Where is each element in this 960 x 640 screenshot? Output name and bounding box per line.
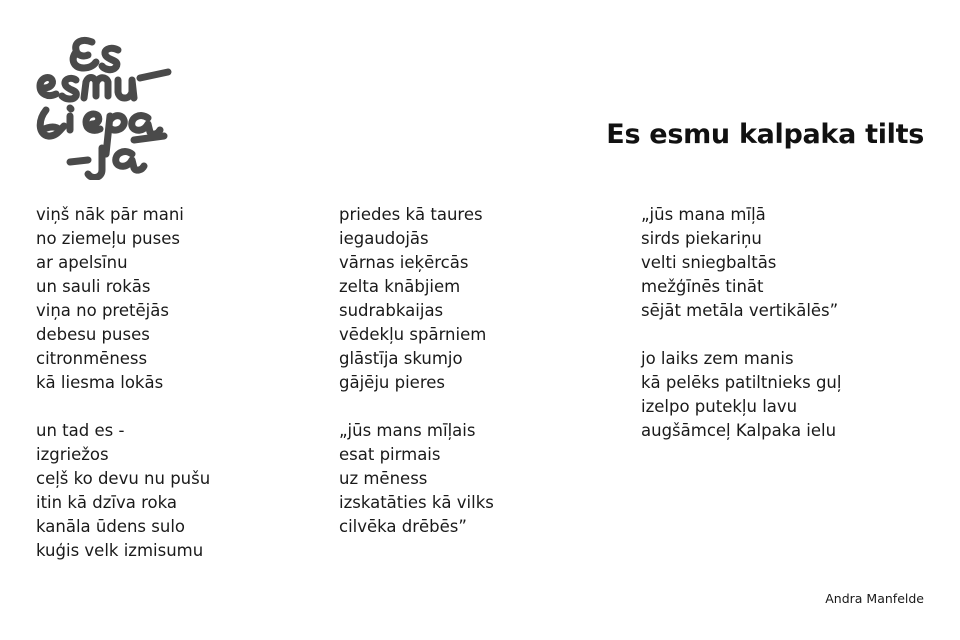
poem-title: Es esmu kalpaka tilts: [606, 119, 924, 150]
poem-line: citronmēness: [36, 349, 148, 368]
poem-line: itin kā dzīva roka: [36, 493, 177, 512]
poem-line: esat pirmais: [339, 445, 441, 464]
poem-line: kā pelēks patiltnieks guļ: [641, 373, 842, 392]
poem-line: jo laiks zem manis: [641, 349, 794, 368]
poem-line: izskatāties kā vilks: [339, 493, 494, 512]
stanza: [36, 203, 316, 395]
poem-line: velti sniegbaltās: [641, 253, 777, 272]
poem-line: no ziemeļu puses: [36, 229, 180, 248]
poem-line: ceļš ko devu nu pušu: [36, 469, 211, 488]
poem-column-2: [339, 203, 619, 563]
poem-line: sējāt metāla vertikālēs”: [641, 301, 839, 320]
poem-line: vārnas ieķērcās: [339, 253, 469, 272]
poem-line: gājēju pieres: [339, 373, 445, 392]
poem-column-3: [641, 203, 921, 467]
stanza: [339, 203, 619, 395]
poem-line: kanāla ūdens sulo: [36, 517, 185, 536]
poem-line: zelta knābjiem: [339, 277, 461, 296]
stanza: [641, 203, 921, 323]
stanza: [641, 347, 921, 443]
es-esmu-liepaja-logo: [30, 30, 180, 180]
stanza: [36, 419, 316, 563]
poem-line: sirds piekariņu: [641, 229, 762, 248]
logo-lettering-icon: [30, 30, 180, 180]
poem-line: un tad es -: [36, 421, 125, 440]
poem-line: vēdekļu spārniem: [339, 325, 487, 344]
poem-line: sudrabkaijas: [339, 301, 444, 320]
poem-line: augšāmceļ Kalpaka ielu: [641, 421, 837, 440]
poem-line: kā liesma lokās: [36, 373, 164, 392]
poem-column-1: [36, 203, 316, 587]
poem-line: ar apelsīnu: [36, 253, 128, 272]
poem-line: mežģīnēs tināt: [641, 277, 764, 296]
poem-line: glāstīja skumjo: [339, 349, 463, 368]
poem-line: izgriežos: [36, 445, 109, 464]
poem-line: „jūs mans mīļais: [339, 421, 476, 440]
poem-line: iegaudojās: [339, 229, 429, 248]
author-name: Andra Manfelde: [825, 591, 924, 606]
poem-line: kuģis velk izmisumu: [36, 541, 204, 560]
poem-line: uz mēness: [339, 469, 428, 488]
poem-line: priedes kā taures: [339, 205, 483, 224]
poem-line: viņa no pretējās: [36, 301, 169, 320]
poem-line: cilvēka drēbēs”: [339, 517, 467, 536]
poem-line: izelpo putekļu lavu: [641, 397, 798, 416]
poem-line: viņš nāk pār mani: [36, 205, 184, 224]
poem-line: „jūs mana mīļā: [641, 205, 766, 224]
poem-line: debesu puses: [36, 325, 150, 344]
poem-line: un sauli rokās: [36, 277, 151, 296]
stanza: [339, 419, 619, 539]
